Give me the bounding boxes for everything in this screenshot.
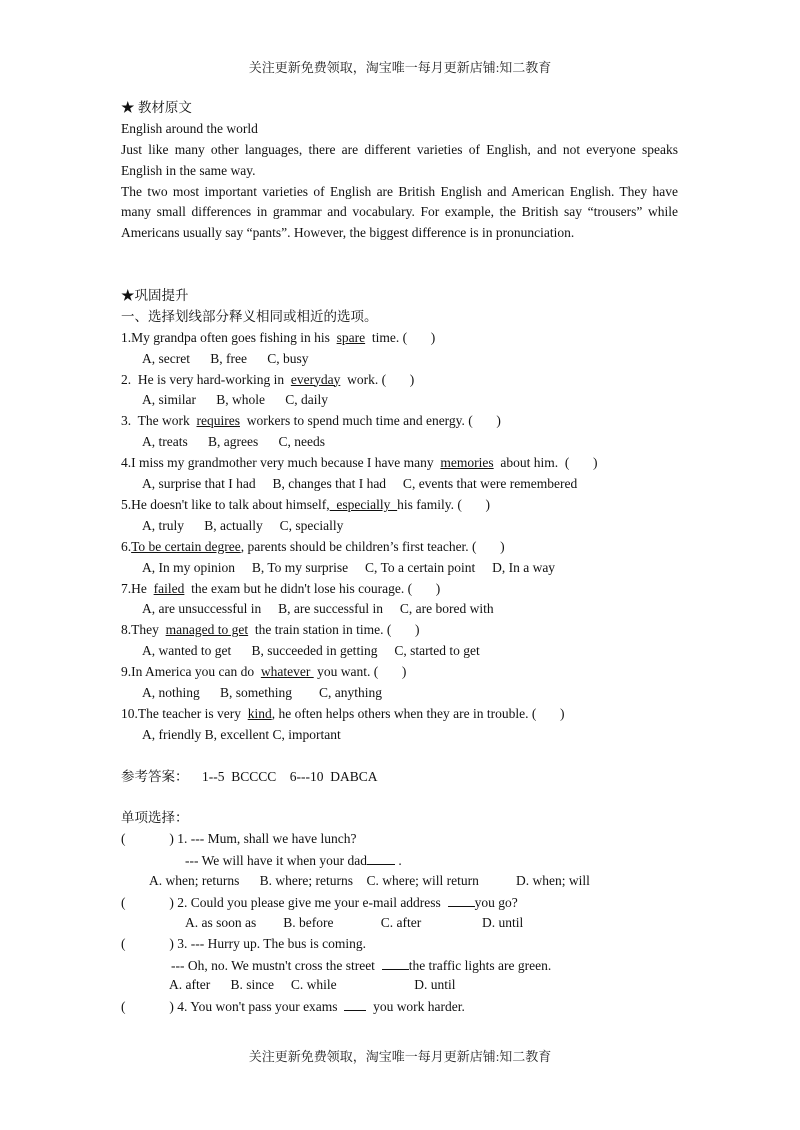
question-3-options: A, treats B, agrees C, needs (142, 434, 325, 450)
answer-blank[interactable] (344, 996, 366, 1011)
question-7: 7.He failed the exam but he didn't lose his courage. ( ) (121, 580, 441, 596)
question-6: 6.To be certain degree, parents should be children’s first teacher. ( ) (121, 538, 505, 554)
question-4: 4.I miss my grandmother very much because I have many memories about him. ( ) (121, 455, 598, 471)
question-8: 8.They managed to get the train station in time. ( ) (121, 622, 420, 638)
answer-key: 参考答案： 1--5 BCCCC 6---10 DABCA (121, 768, 378, 784)
mc-question-1-line-2: --- We will have it when your dad . (121, 850, 678, 871)
passage-line-5: Americans usually say “pants”. However, the biggest difference is in pronunciation. (121, 225, 575, 241)
mc-question-2: ( ) 2. Could you please give me your e-mail address you go? (121, 892, 678, 913)
question-9-options: A, nothing B, something C, anything (142, 684, 383, 700)
question-2-options: A, similar B, whole C, daily (142, 392, 328, 408)
question-8-options: A, wanted to get B, succeeded in getting C, started to get (142, 643, 480, 659)
question-10: 10.The teacher is very kind, he often helps others when they are in trouble. ( ) (121, 705, 565, 721)
question-7-options: A, are unsuccessful in B, are successful in C, are bored with (142, 601, 494, 617)
section-heading-original-text: ★ 教材原文 (121, 100, 192, 115)
question-2: 2. He is very hard-working in everyday work. ( ) (121, 371, 415, 387)
answer-blank[interactable] (448, 892, 475, 907)
question-1: 1.My grandpa often goes fishing in his spare time. ( ) (121, 329, 436, 345)
mc-question-1: ( ) 1. --- Mum, shall we have lunch? (121, 831, 357, 847)
question-10-options: A, friendly B, excellent C, important (142, 726, 341, 742)
passage-line-3: The two most important varieties of English are British English and American English. They have (121, 183, 678, 199)
question-6-options: A, In my opinion B, To my surprise C, To a certain point D, In a way (142, 559, 556, 575)
question-5: 5.He doesn't like to talk about himself, especially his family. ( ) (121, 496, 490, 512)
page-header: 关注更新免费领取，淘宝唯一每月更新店铺:知二教育 (248, 60, 552, 75)
answer-blank[interactable] (367, 850, 395, 865)
mc-question-1-options: A. when; returns B. where; returns C. where; will return D. when; will (149, 872, 590, 888)
question-1-options: A, secret B, free C, busy (142, 350, 309, 366)
passage-line-1: Just like many other languages, there are different varieties of English, and not everyone speaks (121, 141, 678, 157)
mc-question-3-options: A. after B. since C. while D. until (169, 977, 456, 993)
mc-question-3-line-2: --- Oh, no. We mustn't cross the street the traffic lights are green. (121, 955, 678, 976)
mc-question-2-options: A. as soon as B. before C. after D. until (185, 914, 524, 930)
section-heading-consolidation: ★巩固提升 (121, 288, 189, 304)
passage-line-4: many small differences in grammar and vocabulary. For example, the British say “trousers” while (121, 204, 678, 220)
question-3: 3. The work requires workers to spend much time and energy. ( ) (121, 413, 501, 429)
answer-blank[interactable] (382, 955, 409, 970)
question-5-options: A, truly B, actually C, specially (142, 517, 344, 533)
document-body (121, 98, 678, 1017)
question-4-options: A, surprise that I had B, changes that I had C, events that were remembered (142, 476, 578, 492)
mc-question-3: ( ) 3. --- Hurry up. The bus is coming. (121, 935, 366, 951)
page-footer: 关注更新免费领取，淘宝唯一每月更新店铺:知二教育 (248, 1049, 552, 1064)
mc-question-4: ( ) 4. You won't pass your exams you work harder. (121, 996, 678, 1017)
passage-title: English around the world (121, 120, 258, 136)
question-9: 9.In America you can do whatever you want. ( ) (121, 664, 407, 680)
exercise-instruction: 一、选择划线部分释义相同或相近的选项。 (121, 308, 378, 324)
passage-line-2: English in the same way. (121, 162, 256, 178)
section-heading-single-choice: 单项选择： (121, 810, 189, 826)
